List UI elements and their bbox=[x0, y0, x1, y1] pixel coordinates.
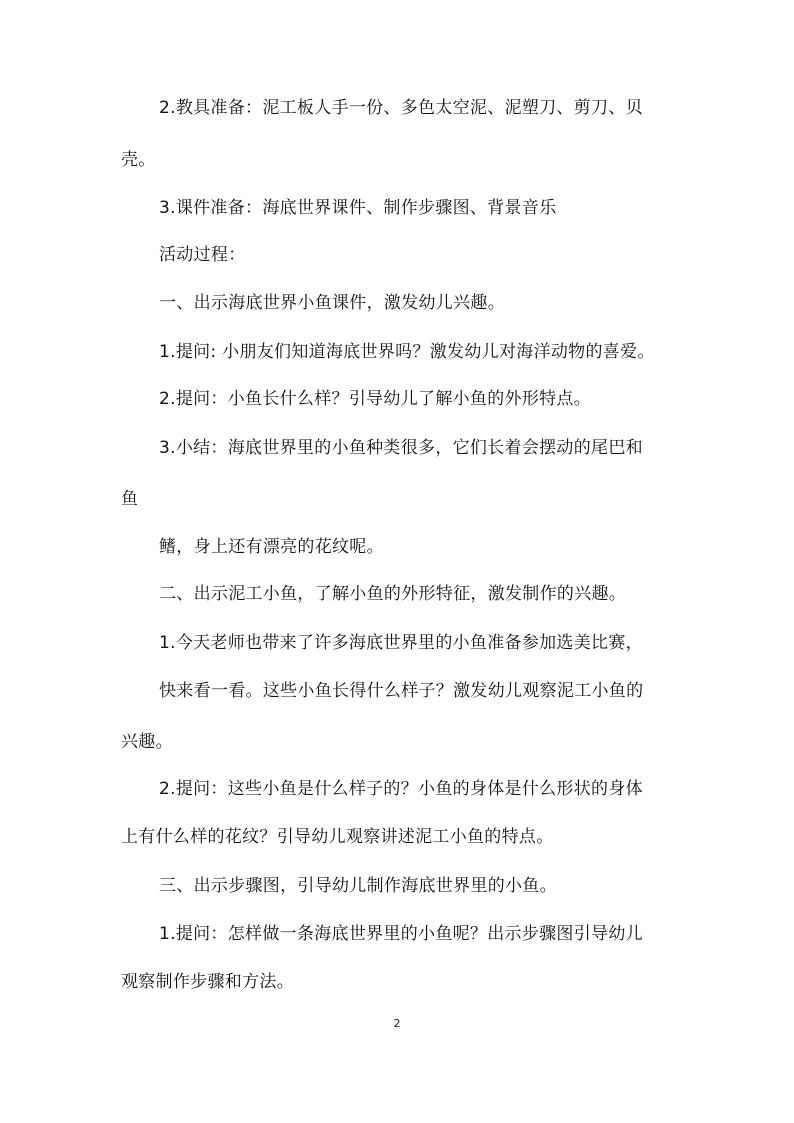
text-line: 活动过程： bbox=[159, 245, 246, 265]
text-line: 二、出示泥工小鱼，了解小鱼的外形特征，激发制作的兴趣。 bbox=[159, 584, 627, 604]
text-line: 一、出示海底世界小鱼课件，激发幼儿兴趣。 bbox=[159, 293, 505, 313]
page-number: 2 bbox=[393, 1017, 401, 1030]
text-line: 鱼 bbox=[121, 489, 139, 509]
text-line: 1.提问：怎样做一条海底世界里的小鱼呢？出示步骤图引导幼儿 bbox=[159, 924, 643, 944]
text-line: 2.教具准备：泥工板人手一份、多色太空泥、泥塑刀、剪刀、贝 bbox=[159, 98, 643, 118]
text-line: 1.提问: 小朋友们知道海底世界吗？激发幼儿对海洋动物的喜爱。 bbox=[159, 342, 655, 362]
text-line: 3.小结：海底世界里的小鱼种类很多，它们长着会摆动的尾巴和 bbox=[159, 438, 643, 458]
text-line: 1.今天老师也带来了许多海底世界里的小鱼准备参加选美比赛， bbox=[159, 633, 643, 653]
text-line: 观察制作步骤和方法。 bbox=[121, 972, 294, 992]
text-line: 3.课件准备：海底世界课件、制作步骤图、背景音乐 bbox=[159, 198, 557, 218]
text-line: 2.提问：小鱼长什么样？引导幼儿了解小鱼的外形特点。 bbox=[159, 389, 592, 409]
text-line: 鳍，身上还有漂亮的花纹呢。 bbox=[159, 537, 384, 557]
text-line: 2.提问：这些小鱼是什么样子的？小鱼的身体是什么形状的身体 bbox=[159, 779, 643, 799]
text-line: 快来看一看。这些小鱼长得什么样子？激发幼儿观察泥工小鱼的 bbox=[159, 681, 644, 701]
text-line: 上有什么样的花纹？引导幼儿观察讲述泥工小鱼的特点。 bbox=[121, 827, 554, 847]
text-line: 壳。 bbox=[121, 150, 156, 170]
text-line: 兴趣。 bbox=[121, 732, 173, 752]
text-line: 三、出示步骤图，引导幼儿制作海底世界里的小鱼。 bbox=[159, 876, 557, 896]
